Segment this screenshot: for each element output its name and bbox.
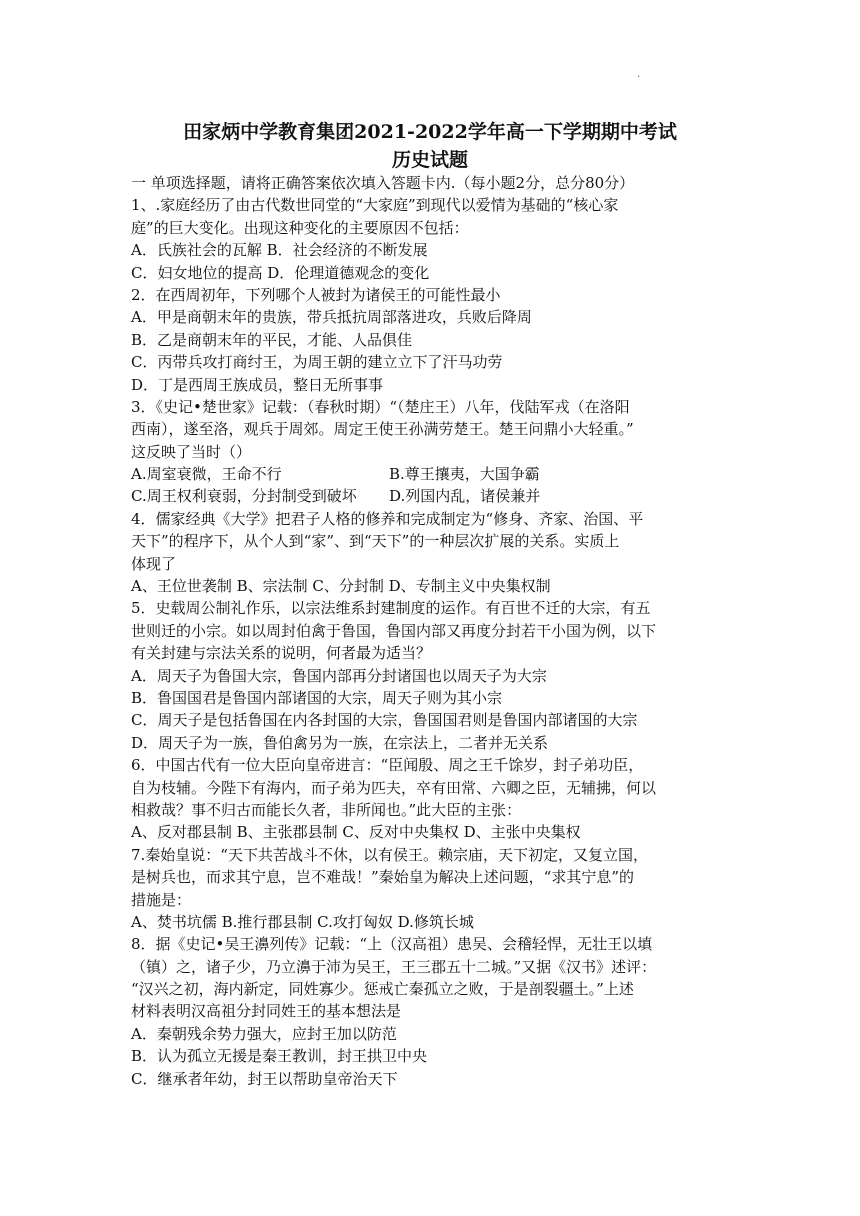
- question-stem-line: 庭”的巨大变化。出现这种变化的主要原因不包括：: [131, 218, 469, 237]
- question-stem-line: 自为枝辅。今陛下有海内，而子弟为匹夫，卒有田常、六卿之臣，无辅拂，何以: [131, 778, 657, 797]
- option-a: A．甲是商朝末年的贵族，带兵抵抗周部落进攻，兵败后降周: [131, 308, 532, 327]
- question-1: [131, 194, 731, 284]
- option-line: A．氏族社会的瓦解 B．社会经济的不断发展: [131, 241, 428, 260]
- exam-body: [131, 172, 731, 1090]
- question-stem-line: 相救哉？事不归古而能长久者，非所闻也。”此大臣的主张：: [131, 800, 522, 819]
- option-line: A、焚书坑儒 B.推行郡县制 C.攻打匈奴 D.修筑长城: [131, 912, 474, 931]
- question-stem-line: 2．在西周初年，下列哪个人被封为诸侯王的可能性最小: [131, 285, 501, 304]
- question-6: [131, 754, 731, 844]
- question-8: [131, 933, 731, 1090]
- question-stem-line: （镇）之，诸子少，乃立濞于沛为吴王，王三郡五十二城。”又据《汉书》述评：: [131, 957, 657, 976]
- question-stem-line: 7.秦始皇说：“天下共苦战斗不休，以有侯王。赖宗庙，天下初定，又复立国，: [131, 845, 648, 864]
- option-c: C．丙带兵攻打商纣王，为周王朝的建立立下了汗马功劳: [131, 353, 503, 372]
- option-d: D.列国内乱，诸侯兼并: [389, 487, 541, 506]
- question-stem-line: 西南），遂至洛，观兵于周郊。周定王使王孙满劳楚王。楚王问鼎小大轻重。”: [131, 420, 634, 439]
- option-b: B．鲁国国君是鲁国内部诸国的大宗，周天子则为其小宗: [131, 688, 503, 707]
- option-c: C．继承者年幼，封王以帮助皇帝治天下: [131, 1069, 398, 1088]
- option-line: A、反对郡县制 B、主张郡县制 C、反对中央集权 D、主张中央集权: [131, 823, 581, 842]
- option-d: D．丁是西周王族成员，整日无所事事: [131, 375, 384, 394]
- question-stem-line: 天下”的程序下，从个人到“家”、到“天下”的一种层次扩展的关系。实质上: [131, 532, 620, 551]
- option-line: C．妇女地位的提高 D．伦理道德观念的变化: [131, 263, 430, 282]
- exam-subtitle: 历史试题: [391, 149, 468, 171]
- option-row: [131, 485, 731, 507]
- question-stem-line: 世则迁的小宗。如以周封伯禽于鲁国，鲁国内部又再度分封若干小国为例，以下: [131, 621, 657, 640]
- question-stem-line: 5．史载周公制礼作乐，以宗法维系封建制度的运作。有百世不迁的大宗，有五: [131, 599, 651, 618]
- question-stem-line: 1、.家庭经历了由古代数世同堂的“大家庭”到现代以爱情为基础的“核心家: [131, 196, 619, 215]
- question-7: [131, 844, 731, 934]
- exam-title: 田家炳中学教育集团2021-2022学年高一下学期期中考试: [183, 121, 677, 143]
- option-a: A.周室衰微，王命不行: [131, 465, 282, 484]
- option-a: A．秦朝残余势力强大，应封王加以防范: [131, 1024, 397, 1043]
- question-4: [131, 508, 731, 598]
- option-b: B.尊王攘夷，大国争霸: [389, 465, 540, 484]
- section-instruction: 一 单项选择题，请将正确答案依次填入答题卡内.（每小题2分，总分80分）: [131, 174, 635, 192]
- option-c: C.周王权利衰弱，分封制受到破坏: [131, 487, 357, 506]
- question-5: [131, 597, 731, 754]
- option-line: A、王位世袭制 B、宗法制 C、分封制 D、专制主义中央集权制: [131, 577, 551, 596]
- question-stem-line: 材料表明汉高祖分封同姓王的基本想法是: [131, 1002, 402, 1021]
- option-d: D．周天子为一族，鲁伯禽另为一族，在宗法上，二者并无关系: [131, 733, 549, 752]
- option-a: A．周天子为鲁国大宗，鲁国内部再分封诸国也以周天子为大宗: [131, 666, 547, 685]
- question-stem-line: 有关封建与宗法关系的说明，何者最为适当？: [131, 644, 432, 663]
- option-b: B．乙是商朝末年的平民，才能、人品俱佳: [131, 330, 413, 349]
- question-stem-line: 体现了: [131, 554, 177, 573]
- option-row: [131, 463, 731, 485]
- question-stem-line: “汉兴之初，海内新定，同姓寡少。惩戒亡秦孤立之败，于是剖裂疆土。”上述: [131, 980, 634, 999]
- option-c: C．周天子是包括鲁国在内各封国的大宗，鲁国国君则是鲁国内部诸国的大宗: [131, 711, 638, 730]
- question-stem-line: 是树兵也，而求其宁息，岂不难哉！”秦始皇为解决上述问题，“求其宁息”的: [131, 868, 635, 887]
- question-stem-line: 3．《史记•楚世家》记载：（春秋时期）“（楚庄王）八年，伐陆军戎（在洛阳: [131, 397, 630, 416]
- header-dot: .: [637, 69, 641, 80]
- option-b: B．认为孤立无援是秦王教训，封王拱卫中央: [131, 1047, 428, 1066]
- question-stem-line: 8．据《史记•吴王濞列传》记载：“上（汉高祖）患吴、会稽轻悍，无壮王以填: [131, 935, 653, 954]
- question-3: [131, 396, 731, 508]
- question-stem-line: 6．中国古代有一位大臣向皇帝进言：“臣闻殷、周之王千馀岁，封子弟功臣，: [131, 756, 644, 775]
- question-stem-line: 这反映了当时（）: [131, 442, 252, 461]
- question-stem-line: 措施是：: [131, 890, 192, 909]
- question-stem-line: 4．儒家经典《大学》把君子人格的修养和完成制定为“修身、齐家、治国、平: [131, 509, 644, 528]
- question-2: [131, 284, 731, 396]
